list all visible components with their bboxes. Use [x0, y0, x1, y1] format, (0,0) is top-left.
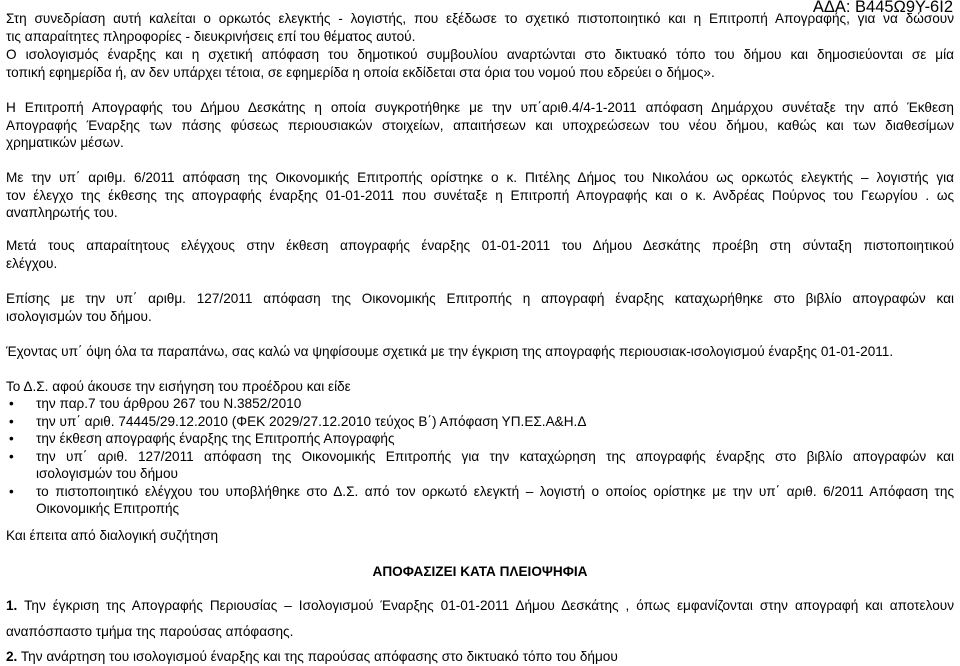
decision-item-1 [6, 597, 954, 640]
intro-paragraph [6, 10, 954, 45]
text-line: αναπληρωτής του. [6, 205, 118, 220]
list-item [6, 430, 954, 448]
text-line: Στη συνεδρίαση αυτή καλείται ο ορκωτός ελεγκτής - λογιστής, που εξέδωσε το σχετικό πιστοποιητικό και η Επιτροπή Απογραφής, για να δώσουν [6, 11, 954, 26]
text-line: Την έγκριση της Απογραφής Περιουσίας – Ισολογισμού Έναρξης 01-01-2011 Δήμου Δεσκάτης , όπως εμφανίζονται στην απογραφή και αποτελουν [24, 598, 954, 613]
bullet-icon: • [9, 413, 14, 429]
text-line: Η Επιτροπή Απογραφής του Δήμου Δεσκάτης η οποία συγκροτήθηκε με την υπ΄αριθ.4/4-1-2011 απόφαση Δημάρχου συνέταξε την από Έκθεση [6, 100, 954, 115]
text-line: ισολογισμών του δήμου [36, 466, 178, 481]
text-line: ισολογισμών του δήμου. [6, 308, 152, 324]
text-line: Την ανάρτηση του ισολογισμού έναρξης και της παρούσας απόφασης στο δικτυακό τόπο του δήμου [20, 649, 618, 664]
text-line: Με την υπ΄ αριθμ. 6/2011 απόφαση της Οικονομικής Επιτροπής ορίστηκε ο κ. Πιτέλης Δήμος του Νικολάου ως ορκωτός ελεγκτής – λογιστής για [6, 170, 954, 185]
also-paragraph [6, 290, 954, 325]
balance-paragraph [6, 46, 954, 81]
text-line: Το Δ.Σ. αφού άκουσε την εισήγηση του προέδρου και είδε [6, 379, 351, 394]
text-line: Οικονομικής Επιτροπής [36, 501, 180, 516]
text-line: ελέγχου. [6, 255, 58, 271]
committee-paragraph [6, 99, 954, 152]
text-line: τον έλεγχο της έκθεσης της απογραφής έναρξης 01-01-2011 που συνέταξε η Επιτροπή Απογραφής και ο κ. Ανδρέας Πούρνος του Γεωργίου . ως [6, 187, 954, 203]
text-line: το πιστοποιητικό ελέγχου του υποβλήθηκε στο Δ.Σ. από τον ορκωτό ελεγκτή – λογιστή ο οποίος ορίστηκε με την υπ΄ αριθ. 6/2011 Απόφαση της [36, 483, 954, 499]
auditor-paragraph [6, 169, 954, 222]
text-line: Επίσης με την υπ΄ αριθμ. 127/2011 απόφαση της Οικονομικής Επιτροπής η απογραφή έναρξης καταχωρήθηκε στο βιβλίο απογραφών και [6, 291, 954, 306]
decision-item-2 [6, 648, 954, 666]
considerations-list [6, 395, 954, 518]
text-line: Και έπειτα από διαλογική συζήτηση [6, 528, 219, 543]
decision-number: 1. [6, 598, 18, 613]
list-item [6, 483, 954, 518]
text-line: Έχοντας υπ΄ όψη όλα τα παραπάνω, σας καλώ να ψηφίσουμε σχετικά με την έγκριση της απογραφής περιουσιακ-ισολογισμού έναρξης 01-01-2011. [6, 344, 894, 359]
proposal-paragraph [6, 343, 954, 361]
discussion-line [6, 527, 954, 545]
decision-number: 2. [6, 649, 18, 664]
text-line: τις απαραίτητες πληροφορίες - διευκρινήσεις επί του θέματος αυτού. [6, 28, 416, 44]
text-line: αναπόσπαστο τμήμα της παρούσας απόφασης. [6, 623, 294, 639]
list-item [6, 395, 954, 413]
bullet-icon: • [9, 431, 14, 446]
text-line: Απογραφής Έναρξης των πάσης φύσεως περιουσιακών στοιχείων, απαιτήσεων και υποχρεώσεων του νέου δήμου, καθώς και των διαθεσίμων [6, 117, 954, 133]
certificate-paragraph [6, 237, 954, 272]
list-item [6, 448, 954, 483]
bullet-icon: • [9, 483, 14, 499]
text-line: Μετά τους απαραίτητους ελέγχους στην έκθεση απογραφής έναρξης 01-01-2011 του Δήμου Δεσκάτης προέβη στη σύνταξη πιστοποιητικού [6, 238, 954, 253]
ada-code: ΑΔΑ: Β445Ω9Υ-6Ι2 [812, 0, 953, 16]
bullet-icon: • [9, 448, 14, 464]
council-intro [6, 378, 954, 396]
list-item [6, 413, 954, 431]
text-line: τοπική εφημερίδα ή, αν δεν υπάρχει τέτοια, σε εφημερίδα η οποία εκδίδεται στα όρια του νομού που εδρεύει ο δήμος». [6, 64, 715, 80]
text-line: την παρ.7 του άρθρου 267 του Ν.3852/2010 [36, 396, 302, 411]
text-line: χρηματικών μέσων. [6, 135, 124, 150]
text-line: την έκθεση απογραφής έναρξης της Επιτροπής Απογραφής [36, 431, 395, 446]
text-line: την υπ΄ αριθ. 74445/29.12.2010 (ΦΕΚ 2029/27.12.2010 τεύχος Β΄) Απόφαση ΥΠ.ΕΣ.Α&Η.Δ [36, 413, 587, 429]
bullet-icon: • [9, 396, 14, 411]
text-line: την υπ΄ αριθ. 127/2011 απόφαση της Οικονομικής Επιτροπής για την καταχώρηση της απογραφής έναρξης στο βιβλίο απογραφών και [36, 448, 954, 464]
decision-title: ΑΠΟΦΑΣΙΖΕΙ ΚΑΤΑ ΠΛΕΙΟΨΗΦΙΑ [372, 564, 588, 579]
text-line: Ο ισολογισμός έναρξης και η σχετική απόφαση του δημοτικού συμβουλίου αναρτώνται στο δικτυακό τόπο του δήμου και δημοσιεύονται σε μία [6, 47, 954, 62]
